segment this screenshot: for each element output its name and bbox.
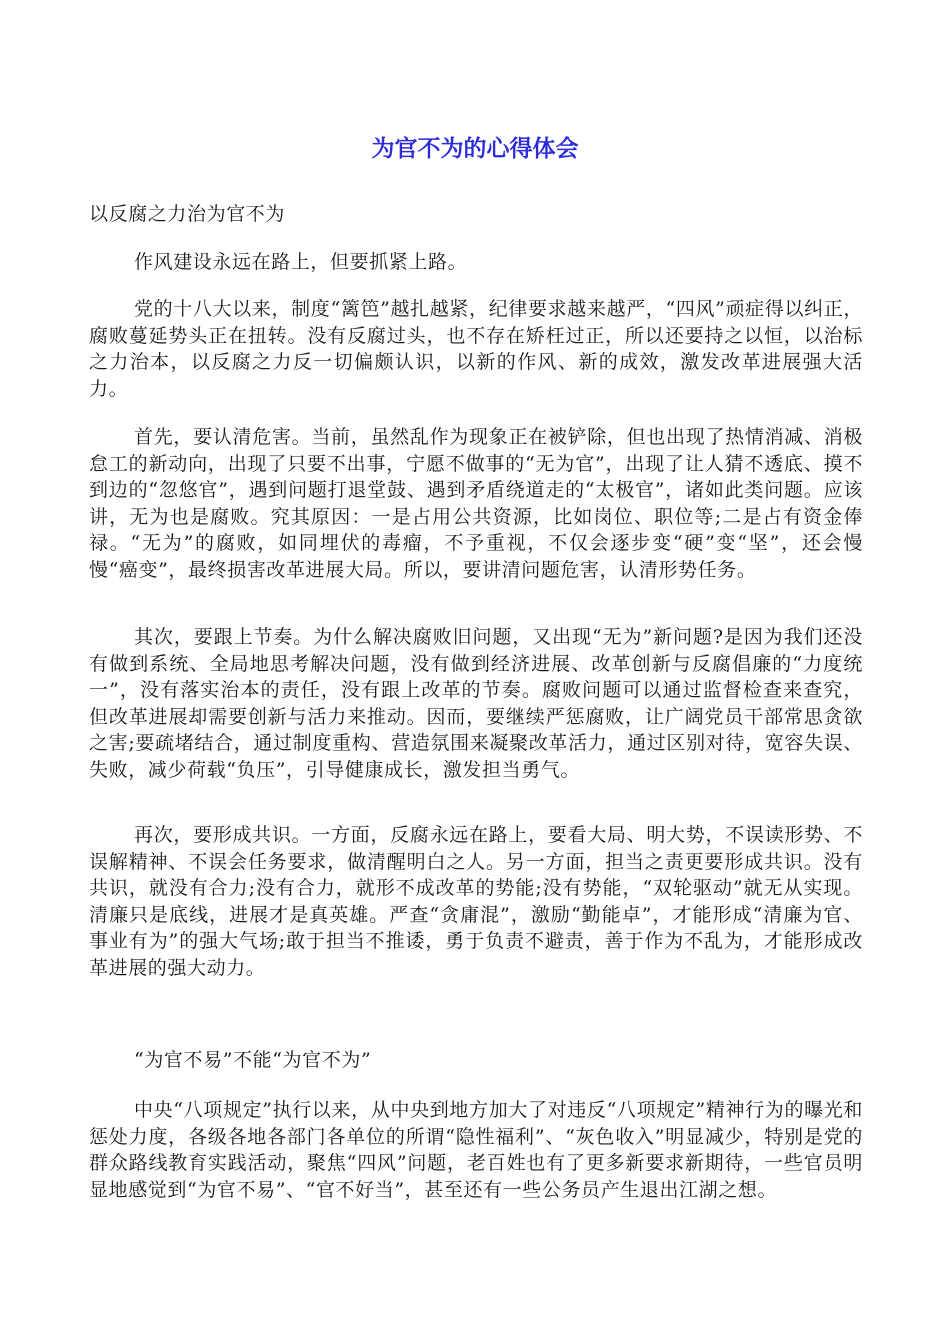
paragraph-1: 作风建设永远在路上，但要抓紧上路。	[134, 251, 468, 273]
paragraph-2: 党的十八大以来，制度“篱笆”越扎越紧，纪律要求越来越严，“四风”顽症得以纠正，腐败蔓延势头正在扭转。没有反腐过头，也不存在矫枉过正，所以还要持之以恒，以治标之力治本，以反腐之力反一切偏颇认识，以新的作风、新的成效，激发改革进展强大活力。	[89, 298, 863, 400]
document-title: 为官不为的心得体会	[371, 136, 579, 162]
paragraph-4: 其次，要跟上节奏。为什么解决腐败旧问题，又出现“无为”新问题?是因为我们还没有做到系统、全局地思考解决问题，没有做到经济进展、改革创新与反腐倡廉的“力度统一”，没有落实治本的责任，没有跟上改革的节奏。腐败问题可以通过监督检查来查究，但改革进展却需要创新与活力来推动。因而，要继续严惩腐败，让广阔党员干部常思贪欲之害;要疏堵结合，通过制度重构、营造氛围来凝聚改革活力，通过区别对待，宽容失误、失败，减少荷载“负压”，引导健康成长，激发担当勇气。	[89, 626, 863, 781]
section-heading-2: “为官不易”不能“为官不为”	[134, 1049, 372, 1071]
section-heading-1: 以反腐之力治为官不为	[89, 203, 286, 225]
paragraph-6: 中央“八项规定”执行以来，从中央到地方加大了对违反“八项规定”精神行为的曝光和惩处力度，各级各地各部门各单位的所谓“隐性福利”、“灰色收入”明显减少，特别是党的群众路线教育实践活动，聚焦“四风”问题，老百姓也有了更多新要求新期待，一些官员明显地感觉到“为官不易”、“官不好当”，甚至还有一些公务员产生退出江湖之想。	[89, 1099, 863, 1201]
paragraph-5: 再次，要形成共识。一方面，反腐永远在路上，要看大局、明大势，不误读形势、不误解精神、不误会任务要求，做清醒明白之人。另一方面，担当之责更要形成共识。没有共识，就没有合力;没有合力，就形不成改革的势能;没有势能，“双轮驱动”就无从实现。清廉只是底线，进展才是真英雄。严查“贪庸混”，激励“勤能卓”，才能形成“清廉为官、事业有为”的强大气场;敢于担当不推诿，勇于负责不避责，善于作为不乱为，才能形成改革进展的强大动力。	[89, 824, 863, 979]
paragraph-3: 首先，要认清危害。当前，虽然乱作为现象正在被铲除，但也出现了热情消减、消极怠工的新动向，出现了只要不出事，宁愿不做事的“无为官”，出现了让人猜不透底、摸不到边的“忽悠官”，遇到问题打退堂鼓、遇到矛盾绕道走的“太极官”，诸如此类问题。应该讲，无为也是腐败。究其原因：一是占用公共资源，比如岗位、职位等;二是占有资金俸禄。“无为”的腐败，如同埋伏的毒瘤，不予重视，不仅会逐步变“硬”变“坚”，还会慢慢“癌变”，最终损害改革进展大局。所以，要讲清问题危害，认清形势任务。	[89, 426, 863, 581]
